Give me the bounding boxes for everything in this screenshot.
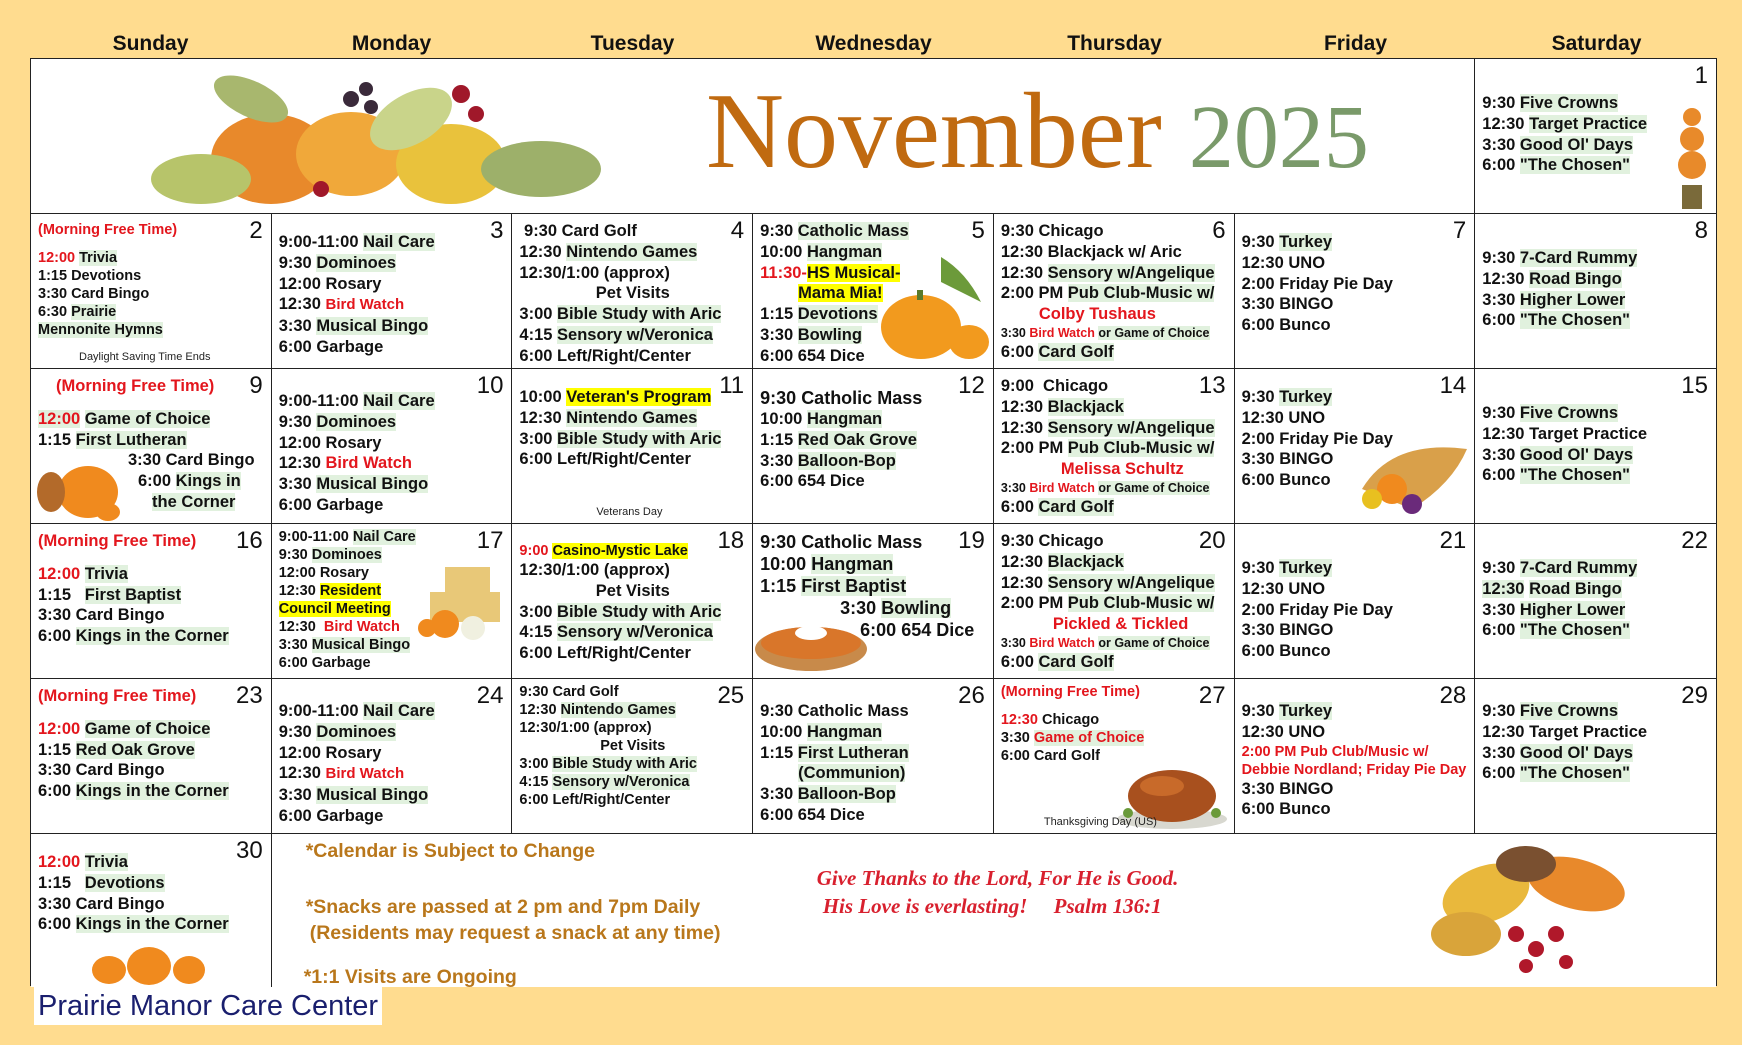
day-number: 8 bbox=[1694, 217, 1708, 244]
event: 9:30 Turkey bbox=[1241, 702, 1333, 720]
pumpkin-topiary-icon bbox=[1674, 97, 1710, 212]
event: 6:00 "The Chosen" bbox=[1482, 466, 1630, 485]
event: 10:00 Hangman bbox=[760, 722, 883, 741]
event: 2:00 Friday Pie Day bbox=[1241, 429, 1393, 448]
event: 6:00 Kings in the Corner bbox=[38, 915, 229, 934]
day-number: 17 bbox=[476, 527, 504, 554]
day-number: 26 bbox=[958, 682, 985, 709]
day-number: 19 bbox=[958, 527, 985, 554]
scripture-verse bbox=[817, 864, 1179, 920]
event: 3:30 BINGO bbox=[1241, 295, 1334, 314]
event: 12:00 Trivia bbox=[38, 564, 128, 583]
event: 6:00 654 Dice bbox=[760, 346, 865, 365]
pie-icon bbox=[753, 619, 871, 677]
event: 9:00-11:00 Nail Care bbox=[278, 233, 435, 251]
day-number: 23 bbox=[236, 682, 263, 709]
event: Debbie Nordland; Friday Pie Day bbox=[1241, 761, 1467, 778]
day-cell-17[interactable] bbox=[272, 524, 513, 679]
event: 12:00 Rosary bbox=[278, 743, 382, 762]
event: 6:00 "The Chosen" bbox=[1482, 156, 1630, 175]
event: 4:15 Sensory w/Veronica bbox=[519, 325, 713, 344]
event: 12:30 UNO bbox=[1241, 253, 1326, 272]
event: 3:00 Bible Study with Aric bbox=[519, 756, 697, 772]
event: 2:00 PM Pub Club/Music w/ bbox=[1241, 743, 1429, 760]
event: 9:30 Turkey bbox=[1241, 388, 1333, 406]
event: 9:30 Dominoes bbox=[278, 722, 397, 741]
event: 3:30 BINGO bbox=[1241, 779, 1334, 798]
event: 3:30 Bowling bbox=[760, 325, 862, 344]
pumpkin-squirrel-icon bbox=[33, 447, 121, 522]
day-cell-1[interactable] bbox=[1475, 59, 1716, 214]
event: 3:30 Card Bingo bbox=[38, 894, 165, 913]
event: 12:30 Bird Watch bbox=[278, 619, 400, 635]
event: 3:00 Bible Study with Aric bbox=[519, 602, 722, 621]
event: 3:30 Musical Bingo bbox=[278, 637, 411, 653]
note-snacks: *Snacks are passed at 2 pm and 7pm Daily bbox=[305, 896, 701, 918]
day-cell-9[interactable] bbox=[31, 369, 272, 524]
event: 12:30 Bird Watch bbox=[278, 764, 405, 783]
event: 12:30/1:00 (approx) bbox=[519, 263, 670, 282]
event: 6:30 Prairie bbox=[38, 304, 117, 320]
event: 1:15 Devotions bbox=[38, 268, 142, 284]
event: 12:30 Nintendo Games bbox=[519, 702, 676, 718]
event: 3:30 Bird Watch or Game of Choice bbox=[1000, 635, 1210, 650]
event: 2:00 Friday Pie Day bbox=[1241, 274, 1393, 293]
event: 9:30 Dominoes bbox=[278, 412, 397, 431]
event: 6:00 "The Chosen" bbox=[1482, 311, 1630, 330]
event: 12:30 Target Practice bbox=[1482, 114, 1648, 133]
event: 12:30/1:00 (approx) bbox=[519, 720, 652, 736]
event: 1:15 Red Oak Grove bbox=[760, 430, 917, 449]
day-cell-2[interactable] bbox=[31, 214, 272, 369]
event: 3:30 Card Bingo bbox=[38, 761, 165, 780]
event: 9:30 Catholic Mass bbox=[760, 222, 909, 240]
event: 9:30 Dominoes bbox=[278, 253, 397, 272]
day-cell-7[interactable] bbox=[1235, 214, 1476, 369]
event: 3:30 Good Ol' Days bbox=[1482, 445, 1633, 464]
weekday-friday: Friday bbox=[1323, 32, 1388, 55]
event: 9:30 Card Golf bbox=[519, 684, 619, 700]
event: 6:00 Garbage bbox=[278, 495, 384, 514]
autumn-berries-icon bbox=[1426, 834, 1656, 984]
event: 12:00 Trivia bbox=[38, 250, 118, 266]
event: 1:15 First Baptist bbox=[760, 576, 907, 596]
event: 2:00 PM Pub Club-Music w/ bbox=[1000, 594, 1215, 613]
event: 12:30 Target Practice bbox=[1482, 424, 1648, 443]
morning-free-time: (Morning Free Time) bbox=[38, 222, 178, 238]
day-number: 3 bbox=[490, 217, 504, 244]
day-cell-5[interactable] bbox=[753, 214, 994, 369]
event: 9:30 Catholic Mass bbox=[760, 702, 909, 720]
event: 2:00 PM Pub Club-Music w/ bbox=[1000, 439, 1215, 458]
event: 9:30 Turkey bbox=[1241, 559, 1333, 577]
daylight-saving-note: Daylight Saving Time Ends bbox=[79, 351, 211, 363]
pumpkins-row-icon bbox=[89, 942, 209, 986]
event: 12:30 UNO bbox=[1241, 408, 1326, 427]
event: 3:30 Higher Lower bbox=[1482, 600, 1626, 619]
event: 11:30-HS Musical- bbox=[760, 263, 901, 282]
event: 3:30 Balloon-Bop bbox=[760, 451, 896, 470]
weekday-header bbox=[30, 30, 1717, 58]
note-snack-request: (Residents may request a snack at any time) bbox=[309, 922, 721, 944]
autumn-leaves-icon bbox=[121, 59, 641, 214]
event: 3:30 Bird Watch or Game of Choice bbox=[1000, 325, 1210, 340]
event: Melissa Schultz bbox=[1060, 460, 1184, 479]
event: Pet Visits bbox=[595, 581, 670, 600]
day-number: 29 bbox=[1681, 682, 1708, 709]
day-cell-25[interactable] bbox=[512, 679, 753, 834]
day-number: 13 bbox=[1198, 372, 1226, 399]
event: 3:30 Good Ol' Days bbox=[1482, 743, 1633, 762]
day-cell-12[interactable] bbox=[753, 369, 994, 524]
event: 9:30 Turkey bbox=[1241, 233, 1333, 251]
event: 9:30 Card Golf bbox=[524, 222, 637, 240]
event: 9:30 Catholic Mass bbox=[760, 388, 923, 408]
day-number: 11 bbox=[719, 372, 745, 399]
event: 10:00 Hangman bbox=[760, 554, 894, 574]
day-cell-8[interactable] bbox=[1475, 214, 1716, 369]
event: 12:00 Rosary bbox=[278, 274, 382, 293]
event: 6:00 654 Dice bbox=[760, 472, 865, 491]
weekday-sunday: Sunday bbox=[112, 32, 189, 55]
event: 1:15 Devotions bbox=[760, 305, 878, 324]
event: 6:00 Garbage bbox=[278, 806, 384, 825]
event: 9:30 Five Crowns bbox=[1482, 404, 1619, 422]
calendar-grid bbox=[30, 58, 1717, 986]
event: Colby Tushaus bbox=[1038, 305, 1156, 324]
day-cell-18[interactable] bbox=[512, 524, 753, 679]
event: 10:00 Veteran's Program bbox=[519, 388, 712, 406]
event: 12:30/1:00 (approx) bbox=[519, 561, 670, 579]
morning-free-time: (Morning Free Time) bbox=[56, 377, 215, 395]
day-number: 20 bbox=[1198, 527, 1226, 554]
cornucopia-icon bbox=[1352, 429, 1472, 521]
day-cell-6[interactable] bbox=[994, 214, 1235, 369]
event: Council Meeting bbox=[278, 601, 391, 617]
day-cell-22[interactable] bbox=[1475, 524, 1716, 679]
day-cell-16[interactable] bbox=[31, 524, 272, 679]
day-number: 16 bbox=[236, 527, 263, 554]
event: 6:00 Card Golf bbox=[1000, 497, 1114, 516]
day-cell-11[interactable] bbox=[512, 369, 753, 524]
event: 9:00 Casino-Mystic Lake bbox=[519, 543, 688, 559]
event: 9:30 Chicago bbox=[1000, 532, 1104, 550]
day-cell-30[interactable] bbox=[31, 834, 272, 987]
verse-line-2: His Love is everlasting! Psalm 136:1 bbox=[822, 894, 1162, 918]
event: 4:15 Sensory w/Veronica bbox=[519, 623, 713, 642]
hay-bale-pumpkins-icon bbox=[415, 562, 507, 642]
event: 6:00 Kings in the Corner bbox=[38, 782, 229, 801]
event: 3:30 Card Bingo bbox=[38, 606, 165, 625]
event: 6:00 Card Golf bbox=[1000, 748, 1100, 764]
event: 9:30 7-Card Rummy bbox=[1482, 559, 1638, 577]
event: 1:15 First Lutheran bbox=[760, 743, 909, 762]
event: 6:00 "The Chosen" bbox=[1482, 764, 1630, 783]
day-cell-26[interactable] bbox=[753, 679, 994, 834]
event: (Communion) bbox=[798, 764, 906, 783]
day-number: 5 bbox=[971, 217, 985, 244]
day-cell-20[interactable] bbox=[994, 524, 1235, 679]
event: 3:30 Bowling bbox=[840, 598, 952, 618]
event: 3:30 Musical Bingo bbox=[278, 317, 429, 336]
event: 3:00 Bible Study with Aric bbox=[519, 305, 722, 324]
title-year: 2025 bbox=[1188, 88, 1369, 187]
event: 12:30 Target Practice bbox=[1482, 722, 1648, 741]
morning-free-time: (Morning Free Time) bbox=[38, 532, 197, 550]
weekday-saturday: Saturday bbox=[1551, 32, 1642, 55]
event: Pickled & Tickled bbox=[1052, 615, 1189, 634]
day-number: 14 bbox=[1439, 372, 1467, 399]
day-number: 28 bbox=[1439, 682, 1467, 709]
event: 12:30 Nintendo Games bbox=[519, 408, 698, 427]
event: 3:30 BINGO bbox=[1241, 450, 1334, 469]
morning-free-time: (Morning Free Time) bbox=[1000, 684, 1140, 700]
event: 12:30 Blackjack w/ Aric bbox=[1000, 242, 1182, 261]
event: Mama Mia! bbox=[798, 284, 883, 303]
weekday-tuesday: Tuesday bbox=[590, 32, 675, 55]
event: 6:00 Left/Right/Center bbox=[519, 450, 691, 469]
weekday-monday: Monday bbox=[351, 32, 432, 55]
event: 6:00 Card Golf bbox=[1000, 652, 1114, 671]
note-visits: *1:1 Visits are Ongoing bbox=[303, 966, 517, 987]
day-cell-13[interactable] bbox=[994, 369, 1235, 524]
event: 6:00 Garbage bbox=[278, 655, 371, 671]
event: the Corner bbox=[152, 492, 236, 511]
day-cell-24[interactable] bbox=[272, 679, 513, 834]
event: 6:00 654 Dice bbox=[760, 805, 865, 824]
footer-notes bbox=[272, 834, 1716, 987]
event: 6:00 Kings in the Corner bbox=[38, 627, 229, 646]
event: 6:00 654 Dice bbox=[860, 620, 975, 640]
event: Mennonite Hymns bbox=[38, 322, 163, 338]
veterans-day-note: Veterans Day bbox=[596, 506, 663, 518]
event: 9:30 7-Card Rummy bbox=[1482, 249, 1638, 267]
day-cell-4[interactable] bbox=[512, 214, 753, 369]
day-number: 21 bbox=[1439, 527, 1467, 554]
event: 12:30 Sensory w/Angelique bbox=[1000, 418, 1215, 437]
event: 3:30 Card Bingo bbox=[128, 451, 255, 470]
pumpkins-icon bbox=[871, 252, 991, 367]
event: 6:00 Card Golf bbox=[1000, 342, 1114, 361]
day-number: 4 bbox=[730, 217, 745, 244]
event: 3:30 Good Ol' Days bbox=[1482, 135, 1633, 154]
day-number: 24 bbox=[476, 682, 504, 709]
event: 10:00 Hangman bbox=[760, 410, 883, 428]
event: 2:00 Friday Pie Day bbox=[1241, 600, 1393, 619]
day-cell-10[interactable] bbox=[272, 369, 513, 524]
event: 3:30 Card Bingo bbox=[38, 286, 150, 302]
event: 9:30 Dominoes bbox=[278, 547, 382, 563]
title-month: November bbox=[706, 72, 1162, 191]
weekday-wednesday: Wednesday bbox=[815, 32, 932, 55]
morning-free-time: (Morning Free Time) bbox=[38, 687, 197, 705]
day-number: 6 bbox=[1212, 217, 1226, 244]
event: 12:30 Chicago bbox=[1000, 712, 1100, 728]
event: 4:15 Sensory w/Veronica bbox=[519, 774, 690, 790]
day-cell-29[interactable] bbox=[1475, 679, 1716, 834]
event: 12:30 Blackjack bbox=[1000, 397, 1124, 416]
day-cell-15[interactable] bbox=[1475, 369, 1716, 524]
event: 9:00-11:00 Nail Care bbox=[278, 702, 435, 720]
day-cell-19[interactable] bbox=[753, 524, 994, 679]
event: 3:30 Higher Lower bbox=[1482, 290, 1626, 309]
event: 2:00 PM Pub Club-Music w/ bbox=[1000, 284, 1215, 303]
calendar-title-banner bbox=[31, 59, 1475, 214]
day-number: 12 bbox=[958, 372, 985, 399]
event: 12:00 Rosary bbox=[278, 433, 382, 452]
event: 12:30 Nintendo Games bbox=[519, 242, 698, 261]
event: 9:30 Five Crowns bbox=[1482, 702, 1619, 720]
facility-name: Prairie Manor Care Center bbox=[34, 987, 382, 1025]
day-cell-28[interactable] bbox=[1235, 679, 1476, 834]
event: 6:00 Left/Right/Center bbox=[519, 792, 671, 808]
calendar-title bbox=[706, 67, 1369, 203]
event: 3:30 Game of Choice bbox=[1000, 730, 1145, 746]
event: 12:30 UNO bbox=[1241, 722, 1326, 741]
event: 9:30 Catholic Mass bbox=[760, 532, 923, 552]
event: 12:30 Sensory w/Angelique bbox=[1000, 573, 1215, 592]
day-cell-14[interactable] bbox=[1235, 369, 1476, 524]
day-number: 9 bbox=[249, 372, 263, 399]
event: 9:00-11:00 Nail Care bbox=[278, 529, 416, 545]
event: 12:30 Bird Watch bbox=[278, 295, 405, 314]
verse-line-1: Give Thanks to the Lord, For He is Good. bbox=[816, 866, 1179, 890]
day-number: 1 bbox=[1694, 62, 1708, 89]
event: 12:00 Rosary bbox=[278, 565, 369, 581]
event: 12:00 Trivia bbox=[38, 853, 128, 871]
event: 6:00 Bunco bbox=[1241, 642, 1331, 661]
event: 9:30 Five Crowns bbox=[1482, 94, 1619, 112]
event: 12:30 Bird Watch bbox=[278, 454, 412, 473]
event: 6:00 Bunco bbox=[1241, 800, 1331, 819]
event: 6:00 "The Chosen" bbox=[1482, 621, 1630, 640]
event: 10:00 Hangman bbox=[760, 242, 883, 261]
day-cell-27[interactable] bbox=[994, 679, 1235, 834]
event: 12:30 Blackjack bbox=[1000, 552, 1124, 571]
event: 6:00 Bunco bbox=[1241, 471, 1331, 490]
event: 12:00 Game of Choice bbox=[38, 719, 211, 738]
event: 9:30 Chicago bbox=[1000, 222, 1104, 240]
weekday-thursday: Thursday bbox=[1067, 32, 1162, 55]
event: 12:30 Road Bingo bbox=[1482, 269, 1622, 288]
day-number: 25 bbox=[717, 682, 745, 709]
day-number: 18 bbox=[717, 527, 745, 554]
event: 6:00 Left/Right/Center bbox=[519, 346, 691, 365]
event: 12:30 Sensory w/Angelique bbox=[1000, 263, 1215, 282]
event: 3:30 Balloon-Bop bbox=[760, 785, 896, 804]
event: 6:00 Bunco bbox=[1241, 316, 1331, 335]
event: 3:30 Musical Bingo bbox=[278, 786, 429, 805]
event: 1:15 First Lutheran bbox=[38, 430, 187, 449]
event: 6:00 Garbage bbox=[278, 337, 384, 356]
day-number: 27 bbox=[1198, 682, 1226, 709]
event: 6:00 Kings in bbox=[138, 472, 241, 491]
event: 9:00 Chicago bbox=[1000, 377, 1109, 395]
event: Pet Visits bbox=[600, 738, 666, 754]
event: 3:30 Musical Bingo bbox=[278, 475, 429, 494]
event: 1:15 First Baptist bbox=[38, 585, 182, 604]
thanksgiving-note: Thanksgiving Day (US) bbox=[1043, 816, 1157, 828]
day-number: 2 bbox=[249, 217, 263, 244]
event: 12:30 Road Bingo bbox=[1482, 579, 1622, 598]
event: Pet Visits bbox=[595, 284, 670, 303]
day-cell-21[interactable] bbox=[1235, 524, 1476, 679]
day-number: 15 bbox=[1681, 372, 1708, 399]
event: 3:00 Bible Study with Aric bbox=[519, 429, 722, 448]
event: 1:15 Devotions bbox=[38, 873, 165, 892]
day-number: 7 bbox=[1452, 217, 1467, 244]
day-cell-23[interactable] bbox=[31, 679, 272, 834]
event: 3:30 BINGO bbox=[1241, 621, 1334, 640]
event: 12:00 Game of Choice bbox=[38, 409, 211, 428]
day-number: 30 bbox=[236, 837, 263, 864]
event: 3:30 Bird Watch or Game of Choice bbox=[1000, 480, 1210, 495]
event: 9:00-11:00 Nail Care bbox=[278, 392, 435, 410]
note-subject-to-change: *Calendar is Subject to Change bbox=[305, 840, 596, 862]
day-number: 10 bbox=[476, 372, 504, 399]
event: 12:30 Resident bbox=[278, 583, 382, 599]
event: 6:00 Left/Right/Center bbox=[519, 644, 691, 663]
event: 1:15 Red Oak Grove bbox=[38, 740, 195, 759]
day-number: 22 bbox=[1681, 527, 1708, 554]
event: 12:30 UNO bbox=[1241, 579, 1326, 598]
day-cell-3[interactable] bbox=[272, 214, 513, 369]
